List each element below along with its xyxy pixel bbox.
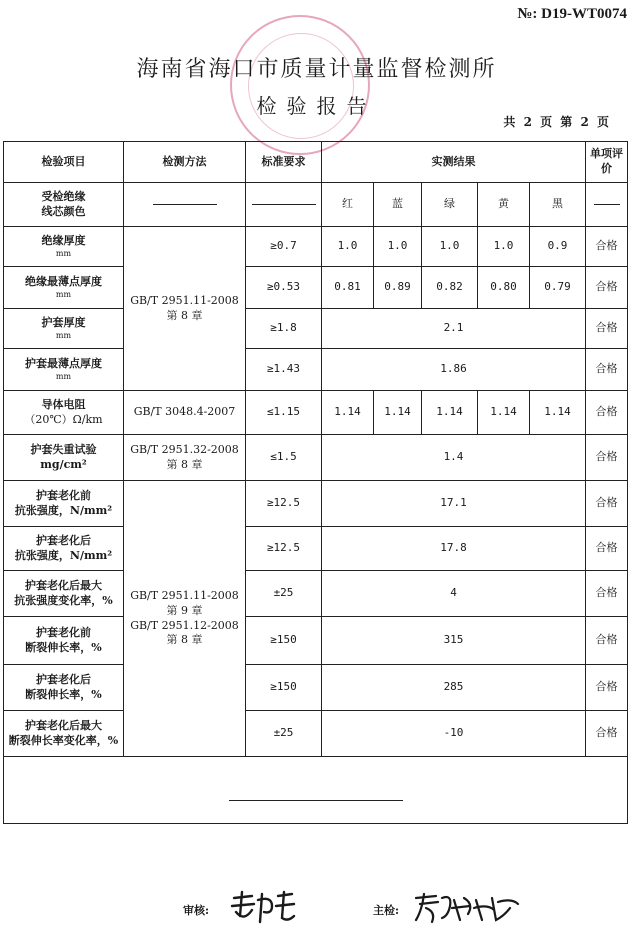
- standard-cell: ≥1.43: [246, 349, 322, 391]
- blank-row: [4, 757, 628, 824]
- evaluation-cell: 合格: [586, 267, 628, 309]
- item-cell: 护套最薄点厚度 mm: [4, 349, 124, 391]
- value-cell: 1.0: [322, 227, 374, 267]
- header-standard: 标准要求: [246, 142, 322, 183]
- value-cell: 1.0: [374, 227, 422, 267]
- color-red: 红: [322, 183, 374, 227]
- evaluation-cell: 合格: [586, 309, 628, 349]
- table-row: [4, 309, 628, 349]
- official-seal: [230, 15, 370, 155]
- value-cell: 1.14: [322, 391, 374, 435]
- header-result: 实测结果: [322, 142, 586, 183]
- evaluation-cell: 合格: [586, 391, 628, 435]
- table-row: [4, 435, 628, 481]
- signature-footer: [0, 888, 633, 928]
- evaluation-cell: 合格: [586, 349, 628, 391]
- method-cell: GB/T 3048.4-2007: [124, 391, 246, 435]
- value-cell: 2.1: [322, 309, 586, 349]
- method-cell: GB/T 2951.11-2008 第 9 章 GB/T 2951.12-2008 第 8 章: [124, 481, 246, 757]
- item-cell: 护套厚度 mm: [4, 309, 124, 349]
- standard-cell-empty: [246, 183, 322, 227]
- standard-cell: ≤1.15: [246, 391, 322, 435]
- evaluation-cell: 合格: [586, 435, 628, 481]
- color-blue: 蓝: [374, 183, 422, 227]
- item-cell: 护套失重试验 mg/cm²: [4, 435, 124, 481]
- standard-cell: ±25: [246, 711, 322, 757]
- header-evaluation: 单项评价: [586, 142, 628, 183]
- color-yellow: 黄: [478, 183, 530, 227]
- blank-row-cell: [4, 757, 628, 824]
- standard-cell: ≥150: [246, 665, 322, 711]
- standard-cell: ≥0.53: [246, 267, 322, 309]
- item-cell: 受检绝缘 线芯颜色: [4, 183, 124, 227]
- blank-line: [229, 800, 403, 801]
- table-row: [4, 571, 628, 617]
- color-green: 绿: [422, 183, 478, 227]
- organization-name: 海南省海口市质量计量监督检测所: [136, 57, 497, 82]
- table-row: [4, 349, 628, 391]
- standard-cell: ≥150: [246, 617, 322, 665]
- color-black: 黑: [530, 183, 586, 227]
- value-cell: 0.9: [530, 227, 586, 267]
- standard-cell: ≥12.5: [246, 481, 322, 527]
- value-cell: 1.4: [322, 435, 586, 481]
- table-row: [4, 267, 628, 309]
- standard-cell: ≥12.5: [246, 527, 322, 571]
- table-row: [4, 481, 628, 527]
- value-cell: 1.0: [422, 227, 478, 267]
- method-cell: GB/T 2951.11-2008 第 8 章: [124, 227, 246, 391]
- header-item: 检验项目: [4, 142, 124, 183]
- value-cell: 17.1: [322, 481, 586, 527]
- value-cell: 1.14: [530, 391, 586, 435]
- table-row: [4, 227, 628, 267]
- item-cell: 绝缘厚度 mm: [4, 227, 124, 267]
- table-row: [4, 711, 628, 757]
- value-cell: 17.8: [322, 527, 586, 571]
- value-cell: 0.89: [374, 267, 422, 309]
- standard-cell: ≤1.5: [246, 435, 322, 481]
- table-row: [4, 617, 628, 665]
- evaluation-cell: 合格: [586, 711, 628, 757]
- table-row: [4, 391, 628, 435]
- method-cell-empty: [124, 183, 246, 227]
- value-cell: 1.86: [322, 349, 586, 391]
- evaluation-cell: 合格: [586, 665, 628, 711]
- value-cell: 4: [322, 571, 586, 617]
- standard-cell: ≥1.8: [246, 309, 322, 349]
- inspector-signature: [412, 890, 522, 926]
- value-cell: 1.14: [422, 391, 478, 435]
- value-cell: 315: [322, 617, 586, 665]
- method-cell: GB/T 2951.32-2008 第 8 章: [124, 435, 246, 481]
- value-cell: 0.80: [478, 267, 530, 309]
- table-row: [4, 527, 628, 571]
- value-cell: 1.14: [478, 391, 530, 435]
- item-cell: 护套老化前 断裂伸长率，%: [4, 617, 124, 665]
- report-title: 检验报告: [256, 94, 377, 118]
- item-cell: 护套老化后 断裂伸长率，%: [4, 665, 124, 711]
- inspection-results-table: [3, 141, 628, 824]
- evaluation-cell: 合格: [586, 481, 628, 527]
- evaluation-cell: 合格: [586, 527, 628, 571]
- item-cell: 护套老化前 抗张强度，N/mm²: [4, 481, 124, 527]
- value-cell: 0.79: [530, 267, 586, 309]
- item-cell: 导体电阻 （20℃）Ω/km: [4, 391, 124, 435]
- standard-cell: ±25: [246, 571, 322, 617]
- reviewer-signature: [228, 888, 298, 926]
- reviewer-label: 审核:: [183, 904, 210, 917]
- report-number: №: D19-WT0074: [517, 6, 627, 22]
- item-cell: 护套老化后最大 断裂伸长率变化率，%: [4, 711, 124, 757]
- evaluation-cell: 合格: [586, 227, 628, 267]
- evaluation-cell-empty: [586, 183, 628, 227]
- standard-cell: ≥0.7: [246, 227, 322, 267]
- table-row: [4, 183, 628, 227]
- value-cell: 1.14: [374, 391, 422, 435]
- value-cell: 0.82: [422, 267, 478, 309]
- inspector-label: 主检:: [373, 904, 400, 917]
- table-row: [4, 665, 628, 711]
- value-cell: 285: [322, 665, 586, 711]
- item-cell: 绝缘最薄点厚度 mm: [4, 267, 124, 309]
- evaluation-cell: 合格: [586, 571, 628, 617]
- value-cell: 1.0: [478, 227, 530, 267]
- item-cell: 护套老化后 抗张强度，N/mm²: [4, 527, 124, 571]
- item-cell: 护套老化后最大 抗张强度变化率，%: [4, 571, 124, 617]
- evaluation-cell: 合格: [586, 617, 628, 665]
- header-method: 检测方法: [124, 142, 246, 183]
- header-row: [4, 142, 628, 183]
- value-cell: -10: [322, 711, 586, 757]
- value-cell: 0.81: [322, 267, 374, 309]
- page-indicator: 共 2 页 第 2 页: [503, 115, 611, 129]
